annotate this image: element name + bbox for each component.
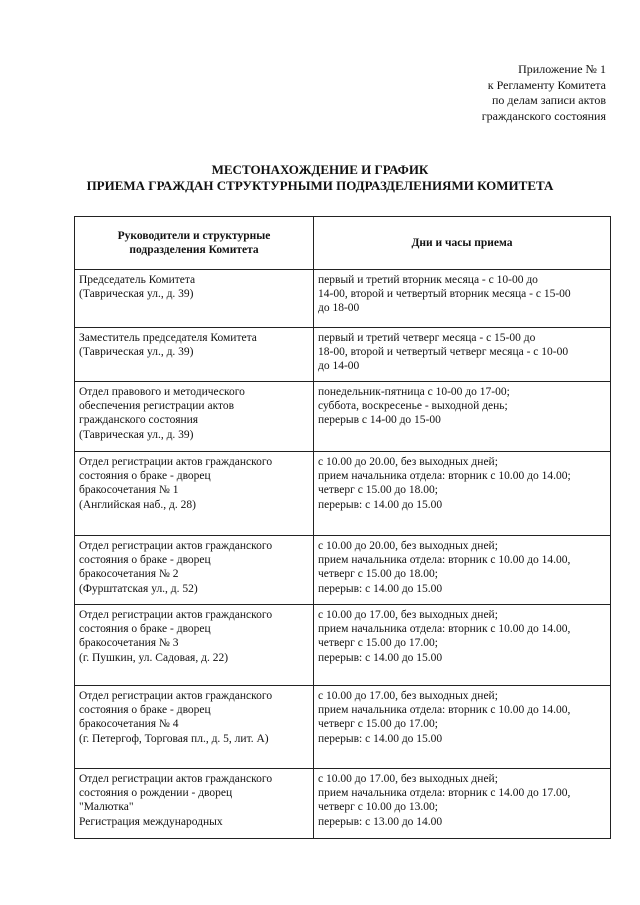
hours-line: до 14-00 bbox=[318, 360, 360, 373]
unit-line: Отдел регистрации актов гражданского bbox=[79, 609, 273, 621]
table-header-row bbox=[75, 217, 611, 270]
appendix-line: Приложение № 1 bbox=[518, 62, 606, 76]
hours-line: прием начальника отдела: вторник с 10.00 до 14.00; bbox=[318, 470, 571, 483]
unit-line: гражданского состояния bbox=[79, 414, 199, 427]
hours-line: перерыв: с 14.00 до 15.00 bbox=[318, 732, 443, 745]
hours-line: 14-00, второй и четвертый вторник месяца - с 15-00 bbox=[318, 288, 571, 301]
reception-schedule-table bbox=[74, 216, 611, 839]
unit-line: состояния о рождении - дворец bbox=[79, 787, 233, 800]
unit-line: состояния о браке - дворец bbox=[79, 623, 211, 636]
header-hours: Дни и часы приема bbox=[314, 217, 611, 270]
hours-line: первый и третий вторник месяца - с 10-00 до bbox=[318, 274, 538, 286]
table-row bbox=[75, 769, 611, 839]
hours-line: прием начальника отдела: вторник с 14.00 до 17.00, bbox=[318, 787, 571, 800]
hours-line: перерыв: с 14.00 до 15.00 bbox=[318, 651, 443, 664]
hours-line: понедельник-пятница с 10-00 до 17-00; bbox=[318, 386, 510, 398]
hours-cell bbox=[314, 382, 611, 452]
unit-line: Председатель Комитета bbox=[79, 274, 196, 286]
hours-line: 18-00, второй и четвертый четверг месяца - с 10-00 bbox=[318, 346, 569, 359]
unit-line: Отдел регистрации актов гражданского bbox=[79, 540, 273, 552]
unit-line: (г. Пушкин, ул. Садовая, д. 22) bbox=[79, 651, 229, 664]
appendix-note bbox=[482, 62, 606, 124]
hours-line: четверг с 15.00 до 18.00; bbox=[318, 568, 438, 581]
unit-line: Отдел регистрации актов гражданского bbox=[79, 773, 273, 785]
header-units-line: Руководители и структурные bbox=[117, 229, 271, 242]
hours-line: четверг с 15.00 до 18.00; bbox=[318, 484, 438, 497]
hours-line: перерыв с 14-00 до 15-00 bbox=[318, 414, 441, 427]
unit-line: состояния о браке - дворец bbox=[79, 554, 211, 567]
unit-cell bbox=[75, 270, 314, 328]
hours-line: прием начальника отдела: вторник с 10.00 до 14.00, bbox=[318, 623, 571, 636]
hours-line: суббота, воскресенье - выходной день; bbox=[318, 400, 508, 413]
unit-line: обеспечения регистрации актов bbox=[79, 400, 235, 413]
table-row bbox=[75, 382, 611, 452]
unit-line: Регистрация международных bbox=[79, 815, 223, 828]
unit-line: состояния о браке - дворец bbox=[79, 470, 211, 483]
hours-cell bbox=[314, 328, 611, 382]
hours-cell bbox=[314, 769, 611, 839]
unit-line: бракосочетания № 3 bbox=[79, 637, 179, 650]
appendix-line: по делам записи актов bbox=[491, 93, 606, 107]
hours-cell bbox=[314, 536, 611, 605]
unit-line: бракосочетания № 4 bbox=[79, 718, 179, 731]
unit-line: Отдел регистрации актов гражданского bbox=[79, 690, 273, 702]
unit-cell bbox=[75, 536, 314, 605]
table-row bbox=[75, 686, 611, 769]
unit-cell bbox=[75, 769, 314, 839]
unit-line: (Фурштатская ул., д. 52) bbox=[79, 582, 198, 595]
unit-cell bbox=[75, 382, 314, 452]
hours-line: перерыв: с 14.00 до 15.00 bbox=[318, 582, 443, 595]
unit-cell bbox=[75, 686, 314, 769]
hours-line: перерыв: с 13.00 до 14.00 bbox=[318, 815, 443, 828]
appendix-line: к Регламенту Комитета bbox=[487, 77, 606, 92]
unit-line: состояния о браке - дворец bbox=[79, 704, 211, 717]
hours-line: с 10.00 до 20.00, без выходных дней; bbox=[318, 456, 498, 468]
table-row bbox=[75, 270, 611, 328]
title-line-2: ПРИЕМА ГРАЖДАН СТРУКТУРНЫМИ ПОДРАЗДЕЛЕНИЯМИ КОМИТЕТА bbox=[86, 178, 554, 193]
document-title bbox=[0, 162, 640, 194]
table-row bbox=[75, 452, 611, 536]
table-row bbox=[75, 605, 611, 686]
hours-line: до 18-00 bbox=[318, 302, 360, 315]
unit-line: (Таврическая ул., д. 39) bbox=[79, 288, 194, 301]
hours-line: с 10.00 до 17.00, без выходных дней; bbox=[318, 609, 498, 621]
table-row bbox=[75, 328, 611, 382]
unit-line: (г. Петергоф, Торговая пл., д. 5, лит. А) bbox=[79, 732, 269, 745]
unit-line: (Английская наб., д. 28) bbox=[79, 498, 196, 511]
unit-line: Отдел правового и методического bbox=[79, 386, 245, 398]
unit-cell bbox=[75, 328, 314, 382]
hours-line: с 10.00 до 17.00, без выходных дней; bbox=[318, 690, 498, 702]
unit-line: бракосочетания № 2 bbox=[79, 568, 179, 581]
hours-line: четверг с 15.00 до 17.00; bbox=[318, 637, 438, 650]
hours-line: четверг с 10.00 до 13.00; bbox=[318, 801, 438, 814]
unit-line: (Таврическая ул., д. 39) bbox=[79, 428, 194, 441]
appendix-line: гражданского состояния bbox=[481, 108, 606, 123]
hours-cell bbox=[314, 270, 611, 328]
hours-cell bbox=[314, 605, 611, 686]
unit-line: (Таврическая ул., д. 39) bbox=[79, 346, 194, 359]
table-row bbox=[75, 536, 611, 605]
unit-line: Заместитель председателя Комитета bbox=[79, 332, 257, 344]
header-units bbox=[75, 217, 314, 270]
hours-line: прием начальника отдела: вторник с 10.00 до 14.00, bbox=[318, 554, 571, 567]
unit-line: бракосочетания № 1 bbox=[79, 484, 179, 497]
header-units-line: подразделения Комитета bbox=[129, 244, 259, 256]
hours-line: с 10.00 до 17.00, без выходных дней; bbox=[318, 773, 498, 785]
hours-line: перерыв: с 14.00 до 15.00 bbox=[318, 498, 443, 511]
hours-line: четверг с 15.00 до 17.00; bbox=[318, 718, 438, 731]
hours-cell bbox=[314, 452, 611, 536]
unit-line: Отдел регистрации актов гражданского bbox=[79, 456, 273, 468]
title-line-1: МЕСТОНАХОЖДЕНИЕ И ГРАФИК bbox=[211, 162, 429, 177]
unit-line: "Малютка" bbox=[79, 801, 134, 814]
hours-line: прием начальника отдела: вторник с 10.00 до 14.00, bbox=[318, 704, 571, 717]
hours-cell bbox=[314, 686, 611, 769]
unit-cell bbox=[75, 605, 314, 686]
hours-line: первый и третий четверг месяца - с 15-00 до bbox=[318, 332, 536, 344]
unit-cell bbox=[75, 452, 314, 536]
hours-line: с 10.00 до 20.00, без выходных дней; bbox=[318, 540, 498, 552]
